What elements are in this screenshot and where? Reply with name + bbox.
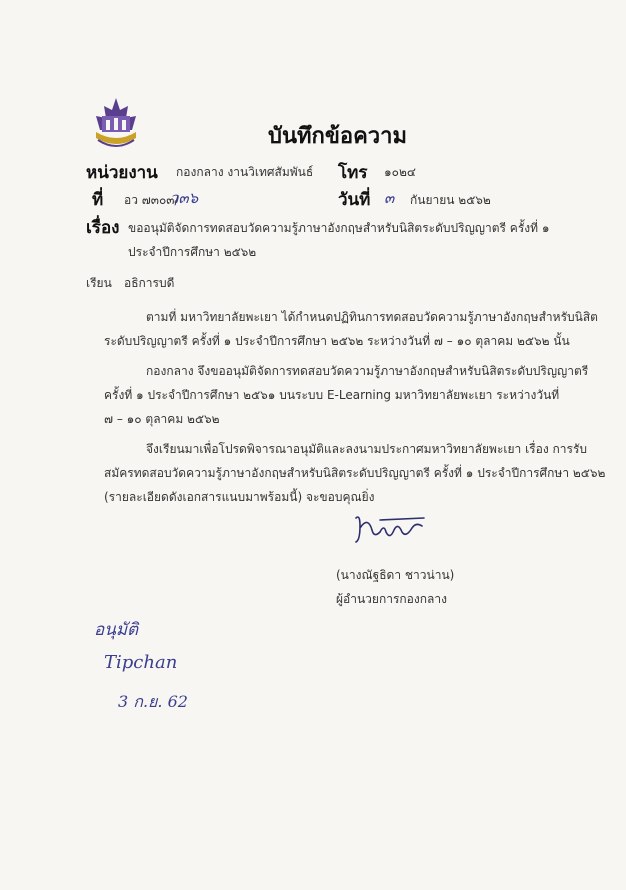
- signer-position: ผู้อำนวยการกองกลาง: [336, 592, 447, 606]
- date-handwritten: ๓: [384, 189, 395, 207]
- ref-label: ที่: [92, 190, 104, 210]
- approval-note-line-2: Tipchan: [104, 652, 178, 673]
- subject-line-1: ขออนุมัติจัดการทดสอบวัดความรู้ภาษาอังกฤษสำหรับนิสิตระดับปริญญาตรี ครั้งที่ ๑: [128, 221, 550, 235]
- to-label: เรียน: [86, 276, 112, 290]
- ref-value: อว ๗๓๐๓/: [124, 193, 179, 207]
- handwritten-signature: [350, 512, 430, 544]
- unit-label: หน่วยงาน: [86, 163, 158, 183]
- unit-value: กองกลาง งานวิเทศสัมพันธ์: [176, 165, 314, 179]
- subject-line-2: ประจำปีการศึกษา ๒๕๖๒: [128, 245, 257, 259]
- para2-line-2: ครั้งที่ ๑ ประจำปีการศึกษา ๒๕๖๑ บนระบบ E-Learning มหาวิทยาลัยพะเยา ระหว่างวันที่: [104, 388, 560, 402]
- para3-line-3: (รายละเอียดดังเอกสารแนบมาพร้อมนี้) จะขอบคุณยิ่ง: [104, 490, 375, 504]
- university-seal-logo: [92, 96, 140, 152]
- phone-label: โทร: [338, 163, 368, 183]
- subject-label: เรื่อง: [86, 218, 120, 238]
- date-value: กันยายน ๒๕๖๒: [410, 193, 491, 207]
- memo-title: บันทึกข้อความ: [268, 124, 408, 149]
- approval-note-line-1: อนุมัติ: [94, 620, 139, 640]
- para2-line-1: กองกลาง จึงขออนุมัติจัดการทดสอบวัดความรู้ภาษาอังกฤษสำหรับนิสิตระดับปริญญาตรี: [146, 364, 589, 378]
- para2-line-3: ๗ – ๑๐ ตุลาคม ๒๕๖๒: [104, 412, 220, 426]
- para1-line-2: ระดับปริญญาตรี ครั้งที่ ๑ ประจำปีการศึกษา ๒๕๖๒ ระหว่างวันที่ ๗ – ๑๐ ตุลาคม ๒๕๖๒ นั้น: [104, 334, 570, 348]
- date-label: วันที่: [338, 190, 371, 210]
- phone-value: ๑๐๒๔: [384, 165, 416, 179]
- para1-line-1: ตามที่ มหาวิทยาลัยพะเยา ได้กำหนดปฏิทินการทดสอบวัดความรู้ภาษาอังกฤษสำหรับนิสิต: [146, 310, 598, 324]
- to-value: อธิการบดี: [124, 276, 175, 290]
- para3-line-2: สมัครทดสอบวัดความรู้ภาษาอังกฤษสำหรับนิสิตระดับปริญญาตรี ครั้งที่ ๑ ประจำปีการศึกษา ๒๕๖๒: [104, 466, 606, 480]
- approval-note-line-3: 3 ก.ย. 62: [118, 692, 188, 711]
- signer-name: (นางณัฐธิดา ชาวน่าน): [336, 568, 455, 582]
- ref-handwritten: ว๓๖: [170, 189, 199, 207]
- para3-line-1: จึงเรียนมาเพื่อโปรดพิจารณาอนุมัติและลงนามประกาศมหาวิทยาลัยพะเยา เรื่อง การรับ: [146, 442, 588, 456]
